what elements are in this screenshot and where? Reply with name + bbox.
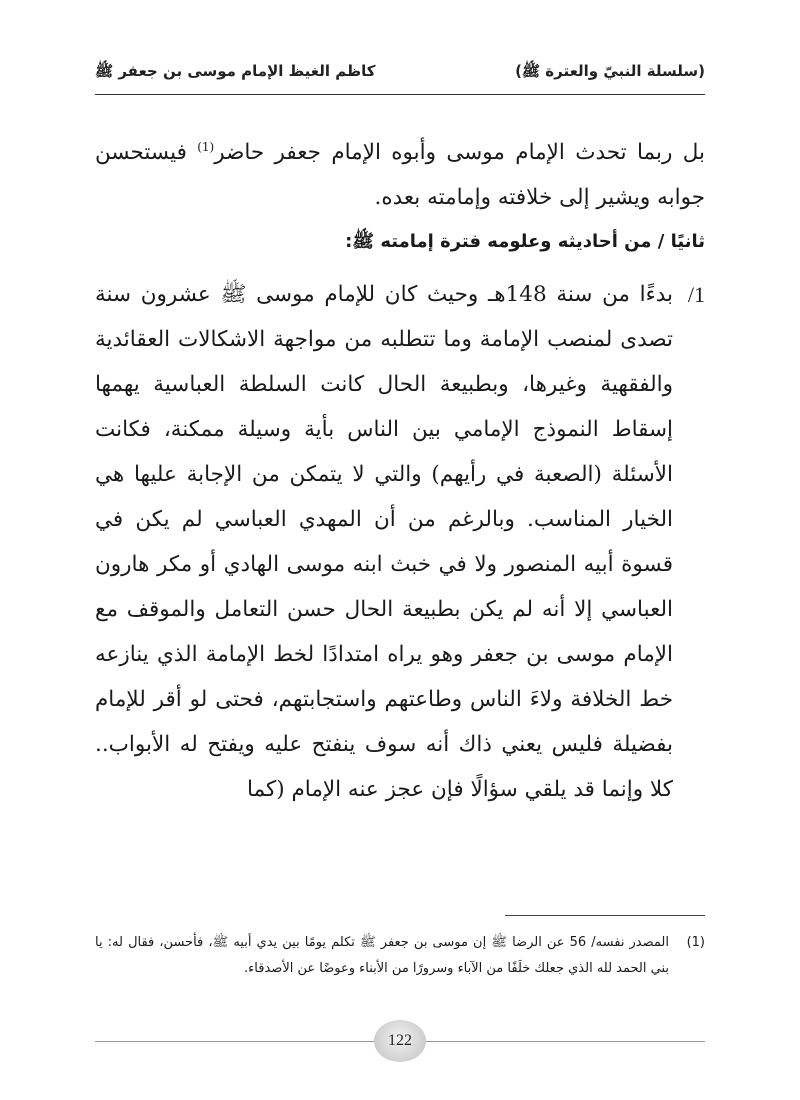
series-title: (سلسلة النبيّ والعترة ﷺ) — [515, 62, 705, 80]
page-number-badge — [374, 1020, 426, 1062]
chapter-title: كاظم الغيظ الإمام موسى بن جعفر ﷺ — [95, 62, 376, 80]
footnote-marker: (1) — [686, 935, 705, 950]
footnote — [95, 930, 705, 982]
header-divider — [95, 94, 705, 95]
running-header — [95, 58, 705, 88]
numbered-item — [95, 272, 705, 812]
section-heading: ثانيًا / من أحاديثه وعلومه فترة إمامته ﷺ: — [345, 231, 705, 252]
item-text: بدءًا من سنة 148هـ وحيث كان للإمام موسى ﷺ عشرون سنة تصدى لمنصب الإمامة وما تتطلبه من مواجهة الاشكالات العقائدية والفقهية وغيرها، وبطبيعة الحال كانت السلطة العباسية يهمها إسقاط النموذج الإمامي بين الناس بأية وسيلة ممكنة، فكانت الأسئلة (الصعبة في رأيهم) والتي لا يتمكن من الإجابة عليها هي الخيار المناسب. وبالرغم من أن المهدي العباسي لم يكن في قسوة أبيه المنصور ولا في خبث ابنه موسى الهادي أو مكر هارون العباسي إلا أنه لم يكن بطبيعة الحال حسن التعامل والموقف مع الإمام موسى بن جعفر وهو يراه امتدادًا لخط الإمامة الذي ينازعه خط الخلافة ولاءَ الناس وطاعتهم واستجابتهم، فحتى لو أقر للإمام بفضيلة فليس يعني ذاك أنه سوف ينفتح عليه ويفتح له الأبواب.. كلا وإنما قد يلقي سؤالًا فإن عجز عنه الإمام (كما — [95, 282, 673, 802]
intro-text: بل ربما تحدث الإمام موسى وأبوه الإمام جعفر حاضر — [214, 140, 705, 165]
footnote-divider — [505, 915, 705, 916]
footnote-reference: (1) — [197, 139, 215, 154]
intro-paragraph — [95, 130, 705, 220]
main-text — [95, 130, 705, 812]
item-number: 1/ — [687, 282, 705, 307]
page-number: 122 — [388, 1032, 412, 1049]
intro-continuation: فيستحسن جوابه ويشير إلى خلافته وإمامته بعده. — [95, 140, 705, 210]
footnote-text: المصدر نفسه/ 56 عن الرضا ﷺ إن موسى بن جعفر ﷺ تكلم يومًا بين يدي أبيه ﷺ، فأحسن، فقال له: يا بني الحمد لله الذي جعلك خلَفًا من الآباء وسرورًا من الأبناء وعوضًا عن الأصدقاء. — [95, 935, 669, 976]
